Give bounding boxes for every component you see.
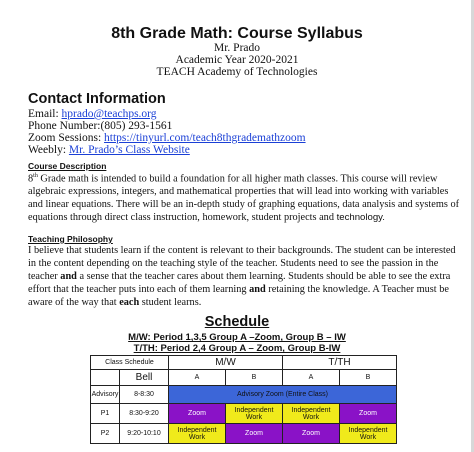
- class-schedule-table: [90, 355, 397, 444]
- period-time: 8:30-9:20: [120, 404, 169, 424]
- table-row: [91, 424, 397, 444]
- independent-work-cell: Independent Work: [169, 424, 226, 444]
- schedule-tth-line: T/TH: Period 2,4 Group A – Zoom, Group B-IW: [133, 343, 341, 354]
- zoom-cell: Zoom: [283, 424, 340, 444]
- col-a-tth: A: [283, 370, 340, 386]
- schedule-mw-line: M/W: Period 1,3,5 Group A –Zoom, Group B – IW: [128, 332, 346, 343]
- philosophy-bold: each: [119, 297, 140, 308]
- contact-heading: Contact Information: [28, 91, 166, 107]
- email-label: Email:: [28, 108, 62, 120]
- schedule-heading: Schedule: [204, 314, 270, 330]
- philosophy-text: effort that the teacher puts into each of them learning: [28, 284, 250, 295]
- philosophy-line: in the content depending on the teaching style of the teacher. Students need to see the passion in the: [28, 258, 439, 269]
- philosophy-text: aware of the way that: [28, 297, 120, 308]
- col-a-mw: A: [169, 370, 226, 386]
- teacher-name: Mr. Prado: [214, 42, 260, 54]
- table-row: [91, 404, 397, 424]
- zoom-cell: Zoom: [340, 404, 397, 424]
- ordinal-number: 8: [28, 173, 34, 185]
- philosophy-bold: and: [60, 271, 77, 282]
- course-description-line: [28, 170, 468, 185]
- table-row: [91, 386, 397, 404]
- course-description-line: and linear equations. There will be an in-depth study of graphing equations, data analysis and systems of: [28, 199, 460, 211]
- philosophy-text: teacher: [28, 271, 61, 282]
- advisory-cell: Advisory Zoom (Entire Class): [169, 386, 397, 404]
- col-b-tth: B: [340, 370, 397, 386]
- course-description-line: algebraic expressions, integers, and mathematical properties that will lead into working with variables: [28, 186, 449, 198]
- independent-work-cell: Independent Work: [340, 424, 397, 444]
- table-header-row: [91, 356, 397, 370]
- email-link[interactable]: hprado@teachps.org: [61, 108, 157, 120]
- period-time: 8-8:30: [120, 386, 169, 404]
- tth-header: T/TH: [283, 356, 397, 370]
- blank-cell: [91, 370, 120, 386]
- period-label: P2: [91, 424, 120, 444]
- school-name: TEACH Academy of Technologies: [156, 66, 318, 78]
- independent-work-cell: Independent Work: [283, 404, 340, 424]
- ordinal-suffix: th: [33, 173, 38, 179]
- course-description-line-text: Grade math is intended to build a foundation for all higher math classes. This course will review: [37, 173, 438, 185]
- zoom-cell: Zoom: [169, 404, 226, 424]
- philosophy-bold: and: [249, 284, 266, 295]
- independent-work-cell: Independent Work: [226, 404, 283, 424]
- philosophy-line: [28, 296, 468, 309]
- course-description-line: [28, 211, 468, 224]
- philosophy-text: a sense that the teacher cares about them learning. Students should be able to see the extra: [76, 271, 451, 282]
- teaching-philosophy-text: [28, 244, 468, 309]
- table-title: Class Schedule: [91, 356, 169, 370]
- period-time: 9:20-10:10: [120, 424, 169, 444]
- weebly-label: Weebly:: [28, 144, 69, 156]
- philosophy-line: [28, 283, 468, 296]
- bell-header: Bell: [120, 370, 169, 386]
- mw-header: M/W: [169, 356, 283, 370]
- zoom-label: Zoom Sessions:: [28, 132, 105, 144]
- weebly-line: [28, 144, 190, 157]
- course-description-line-tail: technology.: [336, 212, 385, 224]
- period-label: P1: [91, 404, 120, 424]
- zoom-link[interactable]: https://tinyurl.com/teach8thgrademathzoom: [104, 132, 306, 144]
- philosophy-line: [28, 270, 468, 283]
- course-description-heading: Course Description: [28, 161, 107, 171]
- period-label: Advisory: [91, 386, 120, 404]
- col-b-mw: B: [226, 370, 283, 386]
- course-description-text: [28, 170, 468, 224]
- document-title: 8th Grade Math: Course Syllabus: [111, 25, 363, 42]
- course-description-line-text: equations through direct class instruction, homework, student projects and: [28, 212, 337, 224]
- table-subheader-row: [91, 370, 397, 386]
- philosophy-text: retaining the knowledge. A Teacher must be: [265, 284, 449, 295]
- weebly-link[interactable]: Mr. Prado’s Class Website: [68, 144, 190, 156]
- phone-line: Phone Number:(805) 293-1561: [28, 120, 173, 132]
- zoom-cell: Zoom: [226, 424, 283, 444]
- teaching-philosophy-heading: Teaching Philosophy: [28, 234, 113, 244]
- academic-year: Academic Year 2020-2021: [175, 54, 299, 66]
- philosophy-text: student learns.: [139, 297, 202, 308]
- philosophy-line: I believe that students learn if the content is relevant to their backgrounds. The student can be interested: [28, 245, 456, 256]
